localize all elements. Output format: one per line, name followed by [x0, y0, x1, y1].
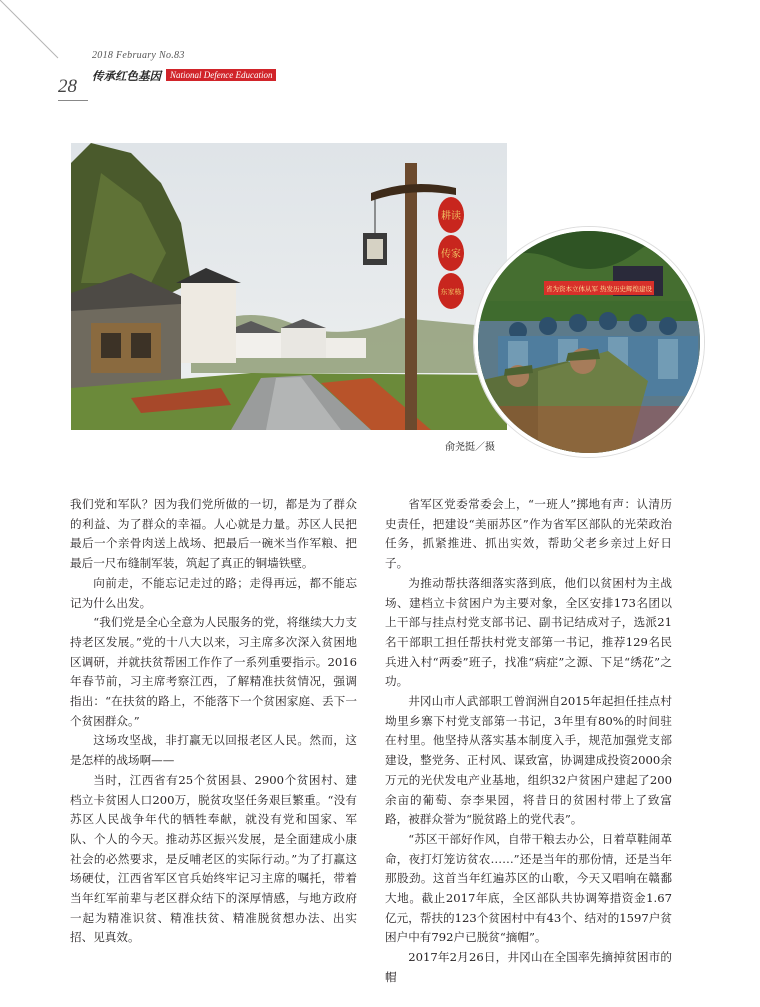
paragraph: “苏区干部好作风，自带干粮去办公，日着草鞋闹革命，夜打灯笼访贫农……”还是当年的那份情，还是当年那股劲。这首当年红遍苏区的山歌，今天又唱响在赣鄱大地。截止2017年底，全区部队共协调筹措资金1.67亿元，帮扶的123个贫困村中有43个、结对的1597户贫困户中有792户已脱贫“摘帽”。	[385, 831, 672, 945]
photo-credit: 俞尧挺／摄	[445, 442, 495, 453]
lantern-label: 东家栋	[440, 288, 462, 296]
lantern-label: 耕读	[441, 211, 461, 222]
paragraph: 向前走，不能忘记走过的路；走得再远，都不能忘记为什么出发。	[70, 575, 357, 610]
running-header	[58, 50, 288, 100]
paragraph: 这场攻坚战，非打赢无以回报老区人民。然而，这是怎样的战场啊——	[70, 733, 357, 768]
soldiers-photo	[474, 227, 704, 457]
village-photo	[71, 143, 507, 430]
paragraph: 井冈山市人武部职工曾润洲自2015年起担任挂点村坳里乡寨下村党支部第一书记，3年里有80%的时间驻在村里。他坚持从落实基本制度入手，规范加强党支部建设，整党务、正村风、谋致富，协调建成投资2000余万元的光伏发电产业基地，组织32户贫困户建起了200余亩的葡萄、奈李果园，将昔日的贫困村带上了致富路，被群众誉为“脱贫路上的党代表”。	[385, 694, 672, 827]
paragraph: 2017年2月26日，井冈山在全国率先摘掉贫困市的帽	[385, 950, 672, 984]
page-number-rule	[58, 100, 88, 101]
column-english-badge: National Defence Education	[166, 69, 276, 81]
lantern-label: 传家	[441, 249, 461, 260]
paragraph: 当时，江西省有25个贫困县、2900个贫困村、建档立卡贫困人口200万，脱贫攻坚任务艰巨繁重。“没有苏区人民战争年代的牺牲奉献，就没有党和国家、军队、个人的今天。推动苏区振兴发展，是全面建成小康社会的必然要求，是反哺老区的实际行动。”为了打赢这场硬仗，江西省军区官兵始终牢记习主席的嘱托，带着当年红军前辈与老区群众结下的深厚情感，与地方政府一起为精准识贫、精准扶贫、精准脱贫想办法、出实招、见真效。	[70, 772, 357, 945]
banner-text: 省为资本立体从军 热发历史辉煌建设	[545, 285, 653, 293]
page-number: 28	[58, 76, 77, 97]
column-name: 传承红色基因	[92, 69, 161, 83]
paragraph: 省军区党委常委会上，“一班人”掷地有声：认清历史责任，把建设“美丽苏区”作为省军区部队的光荣政治任务，抓紧推进、抓出实效，帮助父老乡亲过上好日子。	[385, 497, 672, 571]
paragraph: 我们党和军队？因为我们党所做的一切，都是为了群众的利益、为了群众的幸福。人心就是力量。苏区人民把最后一个亲骨肉送上战场、把最后一碗米当作军粮、把最后一尺布缝制军装，筑起了真正的铜墙铁壁。	[70, 497, 357, 571]
article-column-right	[385, 495, 672, 988]
paragraph: “我们党是全心全意为人民服务的党，将继续大力支持老区发展。”党的十八大以来，习主席多次深入贫困地区调研，并就扶贫帮困工作作了一系列重要指示。2016年春节前，习主席考察江西，了解精准扶贫情况，强调指出：“在扶贫的路上，不能落下一个贫困家庭、丢下一个贫困群众。”	[70, 615, 357, 728]
article-column-left	[70, 495, 357, 948]
paragraph: 为推动帮扶落细落实落到底，他们以贫困村为主战场、建档立卡贫困户为主要对象，全区安排173名团以上干部与挂点村党支部书记、副书记结成对子，选派21名干部职工担任帮扶村党支部第一书记，推荐129名民兵进入村“两委”班子，找准“病症”之源、下足“绣花”之功。	[385, 575, 672, 689]
issue-label: 2018 February No.83	[92, 50, 185, 61]
